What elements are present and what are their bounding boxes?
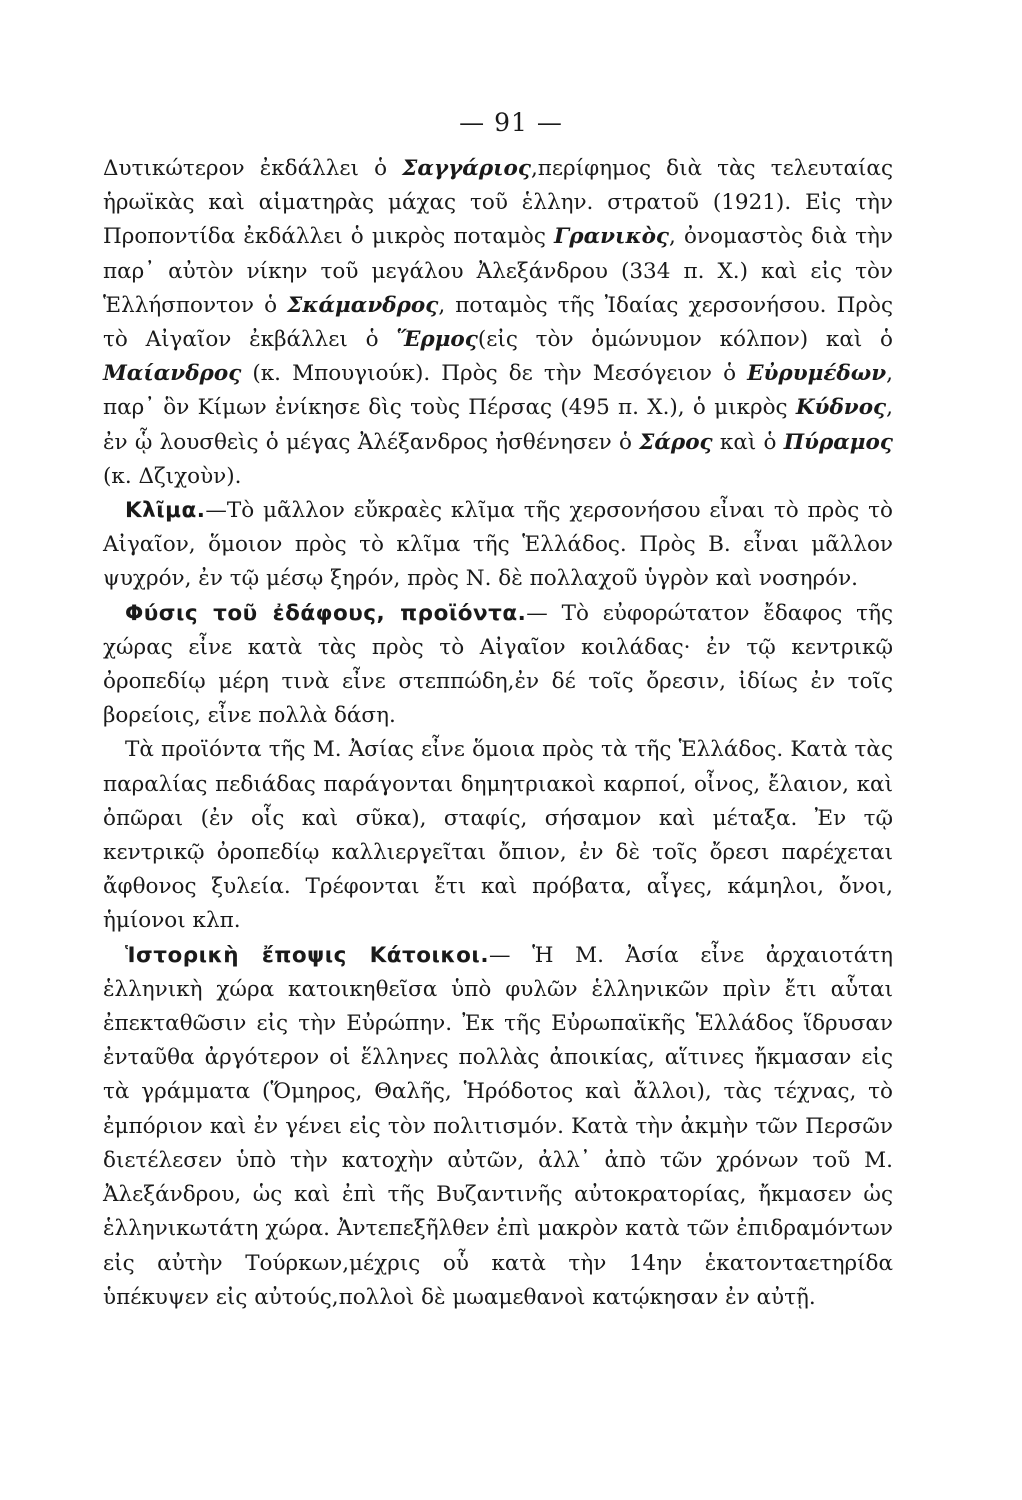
- page-number: — 91 —: [459, 108, 563, 137]
- river-name: Σκάμανδρος: [287, 292, 439, 318]
- river-name: Μαίανδρος: [103, 361, 242, 387]
- river-name: Γρανικὸς: [554, 224, 670, 250]
- river-name: Σάρος: [639, 429, 713, 455]
- text-run: , ὀνομαστὸς διὰ τὴν παρ᾽ αὐτὸν νίκην τοῦ μεγάλου Ἀλεξάνδρου (334 π. Χ.) καὶ εἰς τὸν Ἑλλήσποντον ὁ: [103, 224, 893, 318]
- text-run: , ἐν ᾧ λουσθεὶς ὁ μέγας Ἀλέξανδρος ἠσθένησεν ὁ: [103, 395, 893, 455]
- paragraph-rivers: [103, 152, 893, 494]
- paragraph-products: [103, 733, 893, 938]
- text-run: —Τὸ μᾶλλον εὔκραὲς κλῖμα τῆς χερσονήσου εἶναι τὸ πρὸς τὸ Αἰγαῖον, ὅμοιον πρὸς τὸ κλῖμα τῆς Ἑλλάδος. Πρὸς Β. εἶναι μᾶλλον ψυχρόν, ἐν τῷ μέσῳ ξηρόν, πρὸς Ν. δὲ πολλαχοῦ ὑγρὸν καὶ νοσηρόν.: [103, 498, 893, 592]
- text-run: (κ. Δζιχοὺν).: [103, 463, 242, 489]
- text-run: ,περίφημος διὰ τὰς τελευταίας ἡρωϊκὰς καὶ αἱματηρὰς μάχας τοῦ ἑλλην. στρατοῦ (1921). Εἰς τὴν Προποντίδα ἐκδάλλει ὁ μικρὸς ποταμὸς: [103, 156, 893, 250]
- river-name: Εὐρυμέδων: [747, 361, 887, 387]
- text-run: Δυτικώτερον ἐκδάλλει ὁ: [103, 156, 403, 181]
- river-name: Πύραμος: [783, 429, 893, 455]
- river-name: Κύδνος: [795, 395, 887, 421]
- text-run: , παρ᾽ ὃν Κίμων ἐνίκησε δὶς τοὺς Πέρσας (495 π. Χ.), ὁ μικρὸς: [103, 361, 893, 421]
- paragraph-climate: [103, 494, 893, 597]
- text-run: καὶ ὁ: [712, 429, 784, 455]
- section-heading-climate: Κλῖμα.: [125, 498, 206, 524]
- river-name: Σαγγάριος: [402, 156, 531, 181]
- text-run: (κ. Μπουγιούκ). Πρὸς δε τὴν Μεσόγειον ὁ: [241, 361, 748, 387]
- text-run: , ποταμὸς τῆς Ἰδαίας χερσονήσου. Πρὸς τὸ Αἰγαῖον ἐκβάλλει ὁ: [103, 292, 893, 353]
- text-run: (εἰς τὸν ὁμώνυμον κόλπον) καὶ ὁ: [477, 327, 893, 353]
- section-heading-history: Ἱστορικὴ ἔποψις Κάτοικοι.: [125, 942, 489, 968]
- paragraph-history: [103, 939, 893, 1315]
- paragraph-soil: [103, 597, 893, 734]
- page-body: [103, 152, 893, 1315]
- text-run: — Τὸ εὐφορώτατον ἔδαφος τῆς χώρας εἶνε κατὰ τὰς πρὸς τὸ Αἰγαῖον κοιλάδας· ἐν τῷ κεντρικῷ ὀροπεδίῳ μέρη τινὰ εἶνε στεππώδη,ἐν δέ τοῖς ὄρεσιν, ἰδίως ἐν τοῖς βορείοις, εἶνε πολλὰ δάση.: [103, 600, 893, 729]
- text-run: — Ἡ Μ. Ἀσία εἶνε ἀρχαιοτάτη ἑλληνικὴ χώρα κατοικηθεῖσα ὑπὸ φυλῶν ἑλληνικῶν πρὶν ἔτι αὗται ἐπεκταθῶσιν εἰς τὴν Εὐρώπην. Ἐκ τῆς Εὐρωπαϊκῆς Ἑλλάδος ἵδρυσαν ἐνταῦθα ἀργότερον οἱ ἕλληνες πολλὰς ἀποικίας, αἵτινες ἤκμασαν εἰς τὰ γράμματα (Ὅμηρος, Θαλῆς, Ἡρόδοτος καὶ ἄλλοι), τὰς τέχνας, τὸ ἐμπόριον καὶ ἐν γένει εἰς τὸν πολιτισμόν. Κατὰ τὴν ἀκμὴν τῶν Περσῶν διετέλεσεν ὑπὸ τὴν κατοχὴν αὐτῶν, ἀλλ᾽ ἀπὸ τῶν χρόνων τοῦ Μ. Ἀλεξάνδρου, ὡς καὶ ἐπὶ τῆς Βυζαντινῆς αὐτοκρατορίας, ἤκμασεν ὡς ἑλληνικωτάτη χώρα. Ἀντεπεξῆλθεν ἐπὶ μακρὸν κατὰ τῶν ἐπιδραμόντων εἰς αὐτὴν Τούρκων,μέχρις οὗ κατὰ τὴν 14ην ἑκατονταετηρίδα ὑπέκυψεν εἰς αὐτούς,πολλοὶ δὲ μωαμεθανοὶ κατῴκησαν ἐν αὐτῇ.: [103, 942, 893, 1310]
- text-run: Τὰ προϊόντα τῆς Μ. Ἀσίας εἶνε ὅμοια πρὸς τὰ τῆς Ἑλλάδος. Κατὰ τὰς παραλίας πεδιάδας παράγονται δημητριακοὶ καρποί, οἶνος, ἔλαιον, καὶ ὀπῶραι (ἐν οἷς καὶ σῦκα), σταφίς, σήσαμον καὶ μέταξα. Ἐν τῷ κεντρικῷ ὀροπεδίῳ καλλιεργεῖται ὄπιον, ἐν δὲ τοῖς ὄρεσι παρέχεται ἄφθονος ξυλεία. Τρέφονται ἔτι καὶ πρόβατα, αἶγες, κάμηλοι, ὄνοι, ἡμίονοι κλπ.: [103, 737, 893, 934]
- section-heading-soil: Φύσις τοῦ ἐδάφους, προϊόντα.: [125, 600, 527, 626]
- river-name: Ἕρμος: [396, 327, 478, 353]
